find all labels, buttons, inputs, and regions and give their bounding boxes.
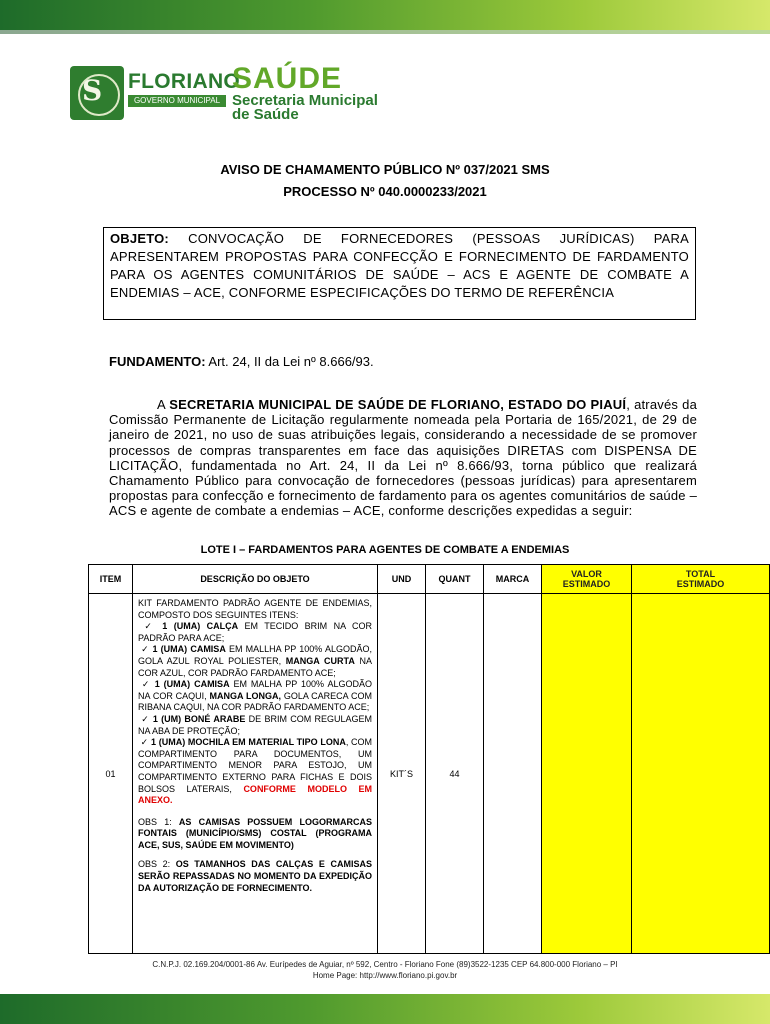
kit-item-mochila-text: , COM COMPARTIMENTO PARA DOCUMENTOS, UM COMPARTIMENTO MENOR PARA ESTOJO, UM COMPARTIMENTO EXTERNO PARA FICHAS E DOIS BOLSOS LATERAIS, xyxy=(138,737,372,794)
notice-title: AVISO DE CHAMAMENTO PÚBLICO Nº 037/2021 SMS xyxy=(220,162,550,177)
top-banner xyxy=(0,0,770,30)
obs1-label: OBS 1: xyxy=(138,816,179,827)
check-icon: ✓ xyxy=(141,644,150,655)
header-valor-l1: VALOR xyxy=(571,569,602,579)
top-banner-shade xyxy=(0,30,770,34)
paragraph-rest: , através da Comissão Permanente de Licitação regularmente nomeada pela Portaria de 165/2021, de 29 de janeiro de 2021, no uso de suas atribuições legais, considerando a necessidade de se promover processos de compras transparentes em face das aquisições DIRETAS com DISPENSA DE LICITAÇÃO, fundamentada no Art. 24, II da Lei nº 8.666/93, torna público que realizará Chamamento Público para convocação de fornecedores (pessoas jurídicas) para apresentarem propostas para confecção e fornecimento de fardamento para os agentes comunitários de saúde – ACS e agente de combate a endemias – ACE, conforme descrições expedidas a seguir: xyxy=(109,397,698,519)
cell-valor-estimado[interactable] xyxy=(542,594,632,954)
obs-1 xyxy=(138,817,372,852)
kit-item-manga-curta: MANGA CURTA xyxy=(285,655,355,666)
cell-quant: 44 xyxy=(426,594,484,954)
header-und: UND xyxy=(378,565,426,594)
cell-marca[interactable] xyxy=(484,594,542,954)
header-valor-l2: ESTIMADO xyxy=(562,579,611,589)
city-name: FLORIANO xyxy=(128,70,241,93)
objeto-box xyxy=(103,227,696,320)
kit-item-camisa-curta xyxy=(138,644,372,679)
header-desc: DESCRIÇÃO DO OBJETO xyxy=(133,565,378,594)
saude-logo-text: SAÚDE xyxy=(232,62,343,95)
paragraph-bold: SECRETARIA MUNICIPAL DE SAÚDE DE FLORIANO, ESTADO DO PIAUÍ xyxy=(169,397,627,412)
lote-title: LOTE I – FARDAMENTOS PARA AGENTES DE COMBATE A ENDEMIAS xyxy=(200,544,570,556)
kit-item-bone xyxy=(138,714,372,737)
header-total-l2: ESTIMADO xyxy=(676,579,725,589)
obs2-label: OBS 2: xyxy=(138,859,176,870)
fundamento xyxy=(109,354,374,369)
secretaria-line2: de Saúde xyxy=(232,106,299,123)
fundamento-text: Art. 24, II da Lei nº 8.666/93. xyxy=(205,354,374,369)
kit-item-camisa2-text2: GOLA CARECA COM RIBANA CAQUI, NA COR PADRÃO FARDAMENTO ACE; xyxy=(138,690,372,713)
process-number: PROCESSO Nº 040.0000233/2021 xyxy=(283,184,487,199)
header-total xyxy=(632,565,770,594)
kit-item-calca-bold: 1 (UMA) CALÇA xyxy=(162,621,239,632)
table-header-row xyxy=(89,565,770,594)
check-icon: ✓ xyxy=(141,713,150,724)
header-marca: MARCA xyxy=(484,565,542,594)
check-icon: ✓ xyxy=(141,679,151,690)
objeto-text: CONVOCAÇÃO DE FORNECEDORES (PESSOAS JURÍDICAS) PARA APRESENTAREM PROPOSTAS PARA CONFECÇÃO E FORNECIMENTO DE FARDAMENTO PARA OS AGENTES COMUNITÁRIOS DE SAÚDE – ACS E AGENTE DE COMBATE A ENDEMIAS – ACE, CONFORME ESPECIFICAÇÕES DO TERMO DE REFERÊNCIA xyxy=(110,231,689,300)
check-icon: ✓ xyxy=(144,621,156,632)
cell-item: 01 xyxy=(89,594,133,954)
cell-description xyxy=(133,594,378,954)
kit-item-camisa-text: EM MALLHA PP 100% ALGODÃO, GOLA AZUL ROYAL POLIESTER, xyxy=(138,644,372,666)
check-icon: ✓ xyxy=(140,737,149,748)
kit-item-calca-text: EM TECIDO BRIM NA COR PADRÃO PARA ACE; xyxy=(138,621,372,643)
header-quant: QUANT xyxy=(426,565,484,594)
kit-item-mochila-red: CONFORME MODELO EM ANEXO. xyxy=(138,783,372,806)
kit-item-calca xyxy=(138,621,372,644)
kit-item-camisa-text2: NA COR AZUL, COR PADRÃO FARDAMENTO ACE; xyxy=(138,655,372,678)
header-item: ITEM xyxy=(89,565,133,594)
kit-item-mochila xyxy=(138,737,372,807)
cell-total-estimado[interactable] xyxy=(632,594,770,954)
secretaria-label xyxy=(232,94,378,122)
kit-item-camisa2-text: EM MALHA PP 100% ALGODÃO NA COR CAQUI, xyxy=(138,679,372,701)
objeto-label: OBJETO: xyxy=(110,231,169,246)
cell-und: KIT´S xyxy=(378,594,426,954)
footer-homepage: Home Page: http://www.floriano.pi.gov.br xyxy=(312,971,458,980)
header-valor xyxy=(542,565,632,594)
items-table xyxy=(88,564,770,954)
kit-intro: KIT FARDAMENTO PADRÃO AGENTE DE ENDEMIAS, COMPOSTO DOS SEGUINTES ITENS: xyxy=(138,598,372,620)
fundamento-label: FUNDAMENTO: xyxy=(109,354,206,369)
crest-letter: S xyxy=(82,74,103,107)
obs-2 xyxy=(138,859,372,894)
header-logo xyxy=(70,64,400,124)
obs1-text: AS CAMISAS POSSUEM LOGORMARCAS FONTAIS (MUNICÍPIO/SMS) COSTAL (PROGRAMA ACE, SUS, SAÚDE EM MOVIMENTO) xyxy=(138,816,372,850)
intro-paragraph xyxy=(109,397,697,519)
secretaria-line1: Secretaria Municipal xyxy=(232,92,378,109)
kit-item-camisa-longa xyxy=(138,679,372,714)
gov-label: GOVERNO MUNICIPAL xyxy=(128,95,226,107)
kit-item-camisa2-bold: 1 (UMA) CAMISA xyxy=(154,679,230,690)
kit-item-bone-bold: 1 (UM) BONÉ ARABE xyxy=(152,713,246,724)
kit-item-manga-longa: MANGA LONGA, xyxy=(209,690,281,701)
city-crest-icon xyxy=(70,66,124,120)
header-total-l1: TOTAL xyxy=(685,569,716,579)
obs2-text: OS TAMANHOS DAS CALÇAS E CAMISAS SERÃO REPASSADAS NO MOMENTO DA EXPEDIÇÃO DA AUTORIZAÇÃO DE FORNECIMENTO. xyxy=(138,859,373,893)
table-row xyxy=(89,594,770,954)
footer-address: C.N.P.J. 02.169.204/0001-86 Av. Eurípedes de Aguiar, nº 592, Centro - Floriano Fone (89)3522-1235 CEP 64.800-000 Floriano – PI xyxy=(152,960,618,969)
paragraph-start: A xyxy=(157,397,170,412)
kit-item-bone-text: DE BRIM COM REGULAGEM NA ABA DE PROTEÇÃO; xyxy=(138,713,372,736)
bottom-banner xyxy=(0,994,770,1024)
kit-item-camisa-bold: 1 (UMA) CAMISA xyxy=(152,644,226,655)
kit-item-mochila-bold: 1 (UMA) MOCHILA EM MATERIAL TIPO LONA xyxy=(151,737,346,748)
